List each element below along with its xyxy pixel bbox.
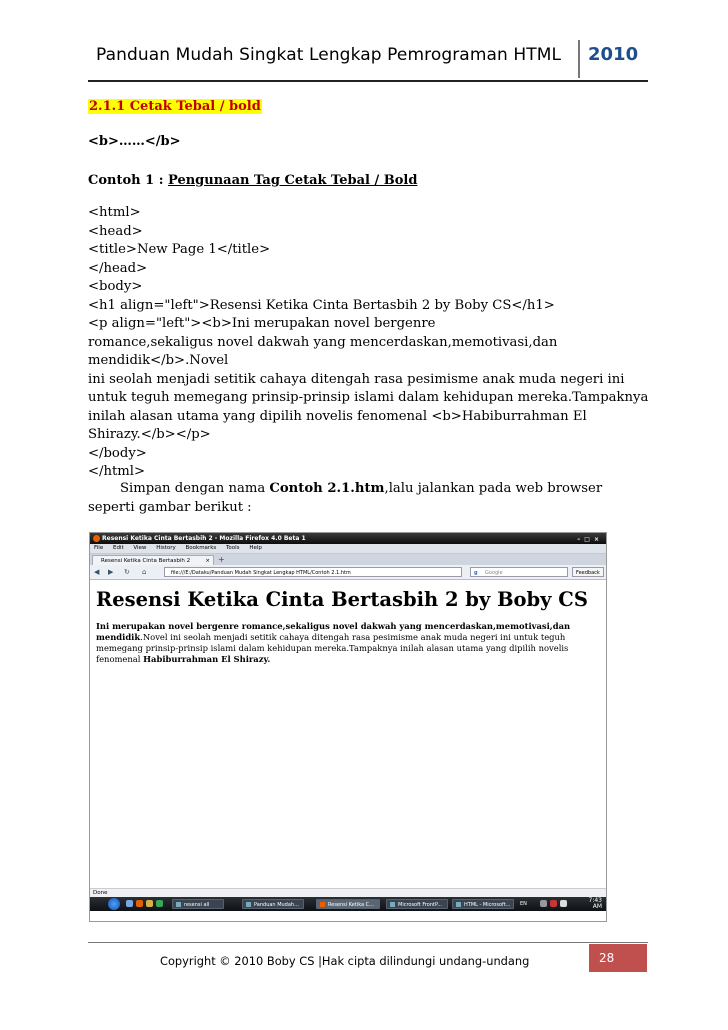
windows-taskbar xyxy=(90,897,606,911)
browser-screenshot xyxy=(89,532,607,922)
tag-syntax: <b>……</b> xyxy=(88,134,181,149)
firefox-quicklaunch-icon[interactable] xyxy=(136,900,143,907)
menu-view[interactable]: View xyxy=(133,545,147,551)
folder-icon[interactable] xyxy=(146,900,153,907)
language-indicator[interactable]: EN xyxy=(520,901,527,907)
code-line: <title>New Page 1</title> xyxy=(88,242,271,257)
tab-active[interactable] xyxy=(92,555,214,565)
code-line: Shirazy.</b></p> xyxy=(88,427,211,442)
feedback-button[interactable]: Feedback xyxy=(572,567,604,577)
example-prefix: Contoh 1 : xyxy=(88,173,169,188)
code-line: <h1 align="left">Resensi Ketika Cinta Bertasbih 2 by Boby CS</h1> xyxy=(88,297,555,313)
tab-label: Resensi Ketika Cinta Bertasbih 2 xyxy=(101,558,191,564)
footer-rule xyxy=(88,942,648,943)
tab-close-icon[interactable]: × xyxy=(205,558,210,564)
taskbar-button[interactable] xyxy=(242,899,304,909)
instruction-text-after: ,lalu jalankan pada web browser seperti gambar berikut : xyxy=(88,481,603,515)
taskbar-button-active[interactable] xyxy=(316,899,380,909)
taskbar-button[interactable] xyxy=(172,899,224,909)
taskbar-button-label: Resensi Ketika C... xyxy=(328,902,374,908)
taskbar-button-label: Panduan Mudah... xyxy=(254,902,299,908)
clock-time: 7:43 xyxy=(588,897,602,904)
browser-titlebar xyxy=(90,533,606,544)
taskbar-button-label: HTML - Microsoft... xyxy=(464,902,511,908)
window-icon xyxy=(320,902,325,907)
search-box[interactable] xyxy=(470,567,568,577)
code-line: <p align="left"><b>Ini merupakan novel bergenre xyxy=(88,316,436,331)
tray-icon[interactable] xyxy=(550,900,557,907)
window-icon xyxy=(246,902,251,907)
section-heading: 2.1.1 Cetak Tebal / bold xyxy=(89,99,261,114)
example-caption xyxy=(88,173,417,188)
app-icon[interactable] xyxy=(156,900,163,907)
browser-content xyxy=(90,580,606,888)
clock[interactable] xyxy=(589,898,602,910)
tray-icon[interactable] xyxy=(540,900,547,907)
code-listing xyxy=(88,204,648,482)
forward-icon[interactable]: ▶ xyxy=(108,568,114,576)
google-icon: g xyxy=(474,570,478,576)
code-line: untuk teguh memegang prinsip-prinsip islami dalam kehidupan mereka.Tampaknya xyxy=(88,390,649,405)
navigation-bar xyxy=(90,565,606,580)
header-year: 2010 xyxy=(588,44,639,65)
rendered-bold-text: Ini merupakan novel bergenre romance,sekaligus novel dakwah yang mencerdaskan,memotivasi,dan mendidik xyxy=(96,621,571,642)
volume-icon[interactable] xyxy=(560,900,567,907)
window-icon xyxy=(390,902,395,907)
new-tab-icon[interactable]: + xyxy=(218,555,225,564)
explorer-icon[interactable] xyxy=(126,900,133,907)
taskbar-button[interactable] xyxy=(386,899,448,909)
taskbar-button[interactable] xyxy=(452,899,514,909)
code-line: </html> xyxy=(88,464,146,479)
menu-file[interactable]: File xyxy=(94,545,104,551)
home-icon[interactable]: ⌂ xyxy=(142,568,147,576)
rendered-heading: Resensi Ketika Cinta Bertasbih 2 by Boby CS xyxy=(96,588,588,611)
rendered-normal-text: .Novel ini seolah menjadi setitik cahaya ditengah rasa pesimisme anak muda negeri ini untuk teguh memegang prinsip-prinsip islami dalam kehidupan mereka.Tampaknya inilah alasan utama yang dipilih novelis fenomenal xyxy=(96,632,569,664)
instruction-filename: Contoh 2.1.htm xyxy=(269,481,385,496)
taskbar-button-label: Microsoft FrontP... xyxy=(398,902,442,908)
code-line: </body> xyxy=(88,445,147,461)
clock-ampm: AM xyxy=(592,903,602,910)
footer-copyright: Copyright © 2010 Boby CS |Hak cipta dilindungi undang-undang xyxy=(160,954,530,968)
code-line: <body> xyxy=(88,279,143,294)
window-icon xyxy=(176,902,181,907)
code-line: romance,sekaligus novel dakwah yang mencerdaskan,memotivasi,dan xyxy=(88,334,558,350)
url-bar[interactable]: file:///E:/Dataku/Panduan Mudah Singkat Lengkap HTML/Contoh 2.1.htm xyxy=(164,567,462,577)
firefox-icon xyxy=(93,535,100,542)
taskbar-button-label: resensi all xyxy=(184,902,210,908)
search-placeholder: Google xyxy=(485,570,503,576)
window-controls[interactable]: –□× xyxy=(577,536,603,543)
window-icon xyxy=(456,902,461,907)
menu-edit[interactable]: Edit xyxy=(112,545,124,551)
code-line: mendidik</b>.Novel xyxy=(88,353,229,368)
header-title: Panduan Mudah Singkat Lengkap Pemrograman HTML xyxy=(96,45,562,65)
code-line: inilah alasan utama yang dipilih novelis fenomenal <b>Habiburrahman El xyxy=(88,408,587,424)
window-title: Resensi Ketika Cinta Bertasbih 2 - Mozilla Firefox 4.0 Beta 1 xyxy=(102,535,306,542)
rendered-bold-author: Habiburrahman El Shirazy. xyxy=(143,654,271,664)
instruction-text: Simpan dengan nama xyxy=(120,481,270,496)
code-line: ini seolah menjadi setitik cahaya ditengah rasa pesimisme anak muda negeri ini xyxy=(88,371,625,387)
menu-help[interactable]: Help xyxy=(249,545,262,551)
code-line: <html> xyxy=(88,205,141,220)
code-line: <head> xyxy=(88,223,143,239)
menu-tools[interactable]: Tools xyxy=(226,545,240,551)
back-icon[interactable]: ◀ xyxy=(94,568,100,576)
rendered-paragraph xyxy=(96,621,604,665)
menu-bookmarks[interactable]: Bookmarks xyxy=(185,545,217,551)
instruction-paragraph xyxy=(88,480,648,517)
reload-icon[interactable]: ↻ xyxy=(124,568,130,576)
menu-history[interactable]: History xyxy=(156,545,176,551)
example-title: Pengunaan Tag Cetak Tebal / Bold xyxy=(168,173,418,188)
header-rule xyxy=(88,80,648,82)
page-number: 28 xyxy=(589,944,647,972)
code-line: </head> xyxy=(88,260,148,276)
browser-menubar xyxy=(90,544,606,554)
header-separator xyxy=(578,40,580,78)
tab-strip xyxy=(90,554,606,565)
status-bar: Done xyxy=(90,888,606,897)
start-button[interactable] xyxy=(108,898,120,910)
